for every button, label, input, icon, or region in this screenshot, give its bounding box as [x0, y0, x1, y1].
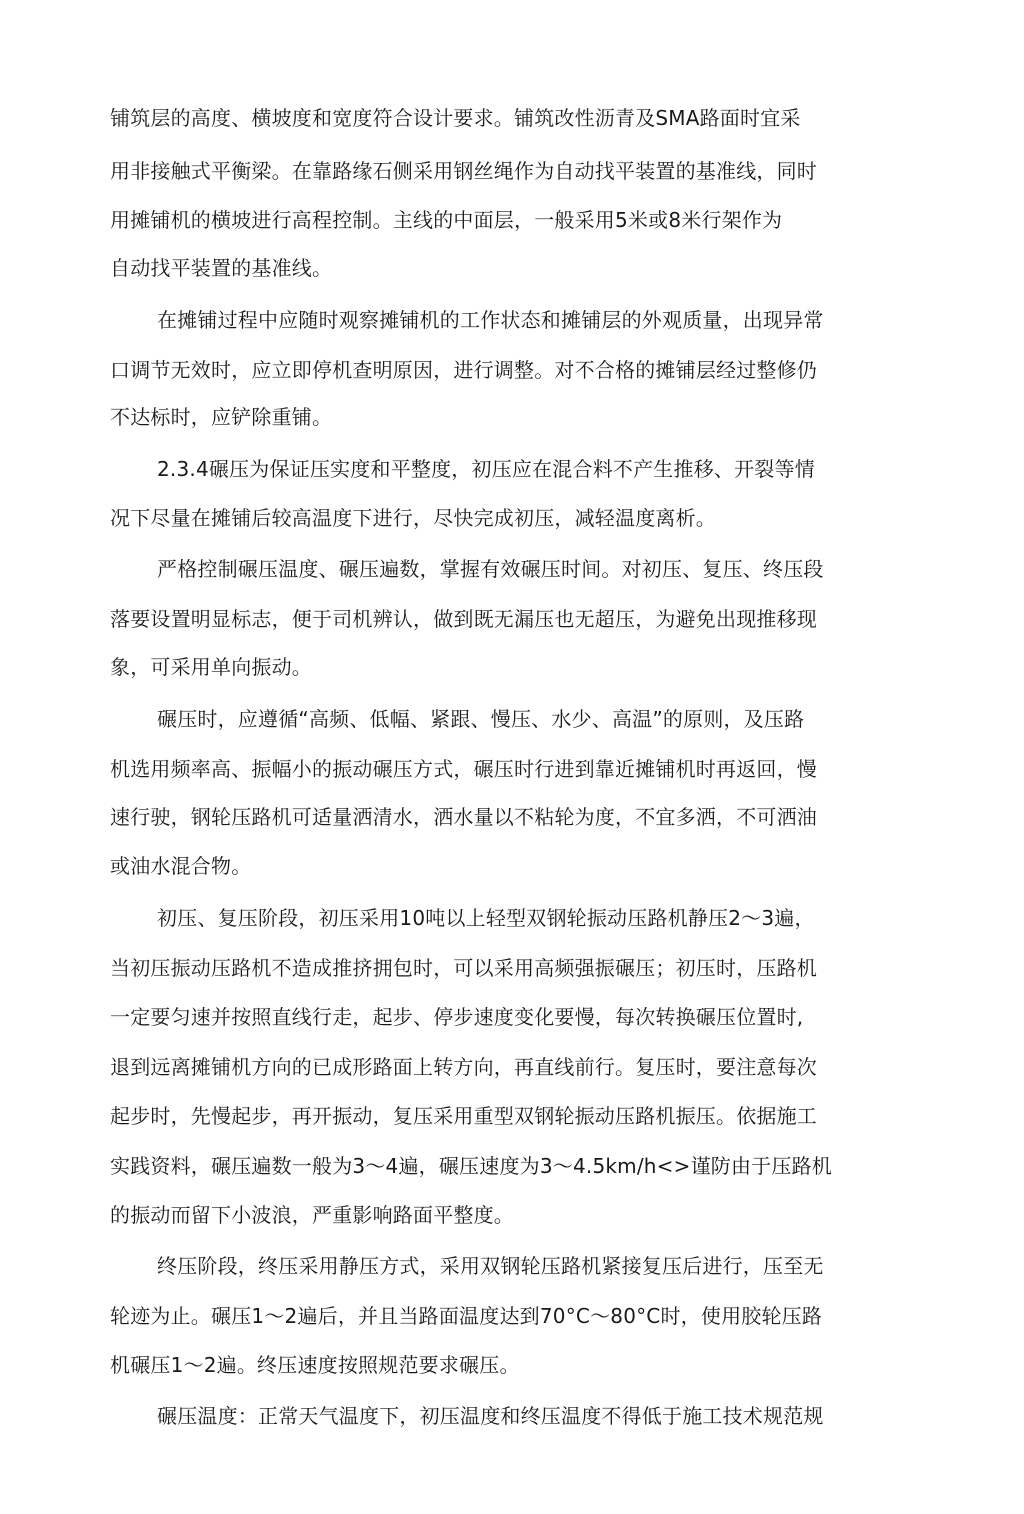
text-line: 或油水混合物。: [110, 854, 252, 878]
text-line: 碾压温度：正常天气温度下，初压温度和终压温度不得低于施工技术规范规: [157, 1404, 824, 1428]
text-line: 不达标时，应铲除重铺。: [110, 405, 333, 429]
text-line: 象，可采用单向振动。: [110, 655, 312, 679]
text-line: 落要设置明显标志，便于司机辨认，做到既无漏压也无超压，为避免出现推移现: [110, 607, 817, 631]
text-line: 口调节无效时，应立即停机查明原因，进行调整。对不合格的摊铺层经过整修仍: [110, 358, 817, 382]
text-line: 起步时，先慢起步，再开振动，复压采用重型双钢轮振动压路机振压。依据施工: [110, 1104, 817, 1128]
text-line: 机碾压1～2遍。终压速度按照规范要求碾压。: [110, 1353, 520, 1377]
text-line: 一定要匀速并按照直线行走，起步、停步速度变化要慢，每次转换碾压位置时,: [110, 1005, 804, 1029]
text-line: 终压阶段，终压采用静压方式，采用双钢轮压路机紧接复压后进行，压至无: [157, 1254, 824, 1278]
text-line: 在摊铺过程中应随时观察摊铺机的工作状态和摊铺层的外观质量，出现异常: [157, 308, 824, 332]
text-line: 用非接触式平衡梁。在靠路缘石侧采用钢丝绳作为自动找平装置的基准线，同时: [110, 159, 817, 183]
text-line: 当初压振动压路机不造成推挤拥包时，可以采用高频强振碾压；初压时，压路机: [110, 956, 817, 980]
text-line: 的振动而留下小波浪，严重影响路面平整度。: [110, 1203, 514, 1227]
text-line: 退到远离摊铺机方向的已成形路面上转方向，再直线前行。复压时，要注意每次: [110, 1055, 817, 1079]
text-line: 用摊铺机的横坡进行高程控制。主线的中面层，一般采用5米或8米行架作为: [110, 208, 783, 232]
text-line: 自动找平装置的基准线。: [110, 256, 333, 280]
text-line: 实践资料，碾压遍数一般为3～4遍，碾压速度为3～4.5km/h<>谨防由于压路机: [110, 1154, 832, 1178]
text-line: 机选用频率高、振幅小的振动碾压方式，碾压时行进到靠近摊铺机时再返回，慢: [110, 757, 817, 781]
text-line: 碾压时，应遵循“高频、低幅、紧跟、慢压、水少、高温”的原则，及压路: [157, 707, 805, 731]
text-line: 况下尽量在摊铺后较高温度下进行，尽快完成初压，减轻温度离析。: [110, 506, 716, 530]
text-line: 轮迹为止。碾压1～2遍后，并且当路面温度达到70°C～80°C时，使用胶轮压路: [110, 1304, 823, 1328]
text-line: 铺筑层的高度、横坡度和宽度符合设计要求。铺筑改性沥青及SMA路面时宜采: [110, 106, 801, 130]
text-line: 速行驶，钢轮压路机可适量洒清水，洒水量以不粘轮为度，不宜多洒，不可洒油: [110, 805, 817, 829]
text-line: 初压、复压阶段，初压采用10吨以上轻型双钢轮振动压路机静压2～3遍，: [157, 906, 815, 930]
text-line: 严格控制碾压温度、碾压遍数，掌握有效碾压时间。对初压、复压、终压段: [157, 557, 824, 581]
text-line: 2.3.4碾压为保证压实度和平整度，初压应在混合料不产生推移、开裂等情: [157, 457, 815, 481]
